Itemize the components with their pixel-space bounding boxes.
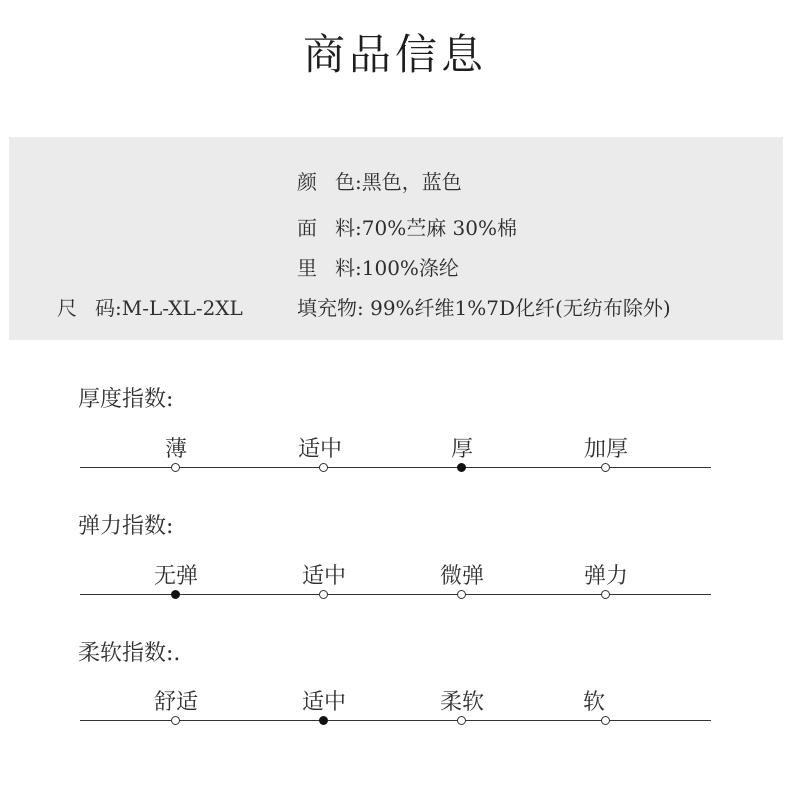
elasticity-option-dot <box>457 590 466 599</box>
lining-value: :100%涤纶 <box>355 256 459 280</box>
thickness-option-label: 厚 <box>450 437 473 462</box>
elasticity-option-dot <box>601 590 610 599</box>
thickness-option-label: 适中 <box>297 437 342 462</box>
softness-option-label: 柔软 <box>439 690 484 715</box>
thickness-option-dot <box>457 463 466 472</box>
lining-row <box>297 252 459 281</box>
elasticity-option-dot <box>319 590 328 599</box>
thickness-scale-title: 厚度指数: <box>78 387 174 412</box>
softness-scale-title: 柔软指数:. <box>78 641 181 666</box>
softness-option-dot <box>171 716 180 725</box>
elasticity-option-label: 弹力 <box>583 564 628 589</box>
softness-option-label: 适中 <box>301 690 346 715</box>
softness-option-label: 软 <box>582 690 605 715</box>
thickness-option-dot <box>171 463 180 472</box>
thickness-option-dot <box>319 463 328 472</box>
size-row <box>57 292 243 321</box>
softness-option-dot <box>457 716 466 725</box>
elasticity-scale-title: 弹力指数: <box>78 514 174 539</box>
color-value: :黑色，蓝色 <box>355 170 462 194</box>
size-label: 尺码 <box>57 296 133 320</box>
elasticity-option-dot <box>171 590 180 599</box>
size-value: :M-L-XL-2XL <box>115 296 243 320</box>
softness-option-dot <box>319 716 328 725</box>
filling-value: : 99%纤维1%7D化纤(无纺布除外) <box>357 296 671 320</box>
lining-label: 里料 <box>297 256 373 280</box>
elasticity-option-label: 无弹 <box>153 564 198 589</box>
thickness-option-dot <box>601 463 610 472</box>
filling-row <box>297 292 671 321</box>
elasticity-option-label: 微弹 <box>439 564 484 589</box>
thickness-option-label: 加厚 <box>583 437 628 462</box>
softness-option-label: 舒适 <box>153 690 198 715</box>
softness-option-dot <box>601 716 610 725</box>
fabric-label: 面料 <box>297 216 373 240</box>
color-label: 颜色 <box>297 170 373 194</box>
color-row <box>297 166 462 195</box>
page-title: 商品信息 <box>302 30 487 79</box>
fabric-row <box>297 212 517 241</box>
fabric-value: :70%苎麻 30%棉 <box>355 216 518 240</box>
thickness-option-label: 薄 <box>164 437 187 462</box>
elasticity-option-label: 适中 <box>301 564 346 589</box>
filling-label: 填充物 <box>297 296 357 320</box>
